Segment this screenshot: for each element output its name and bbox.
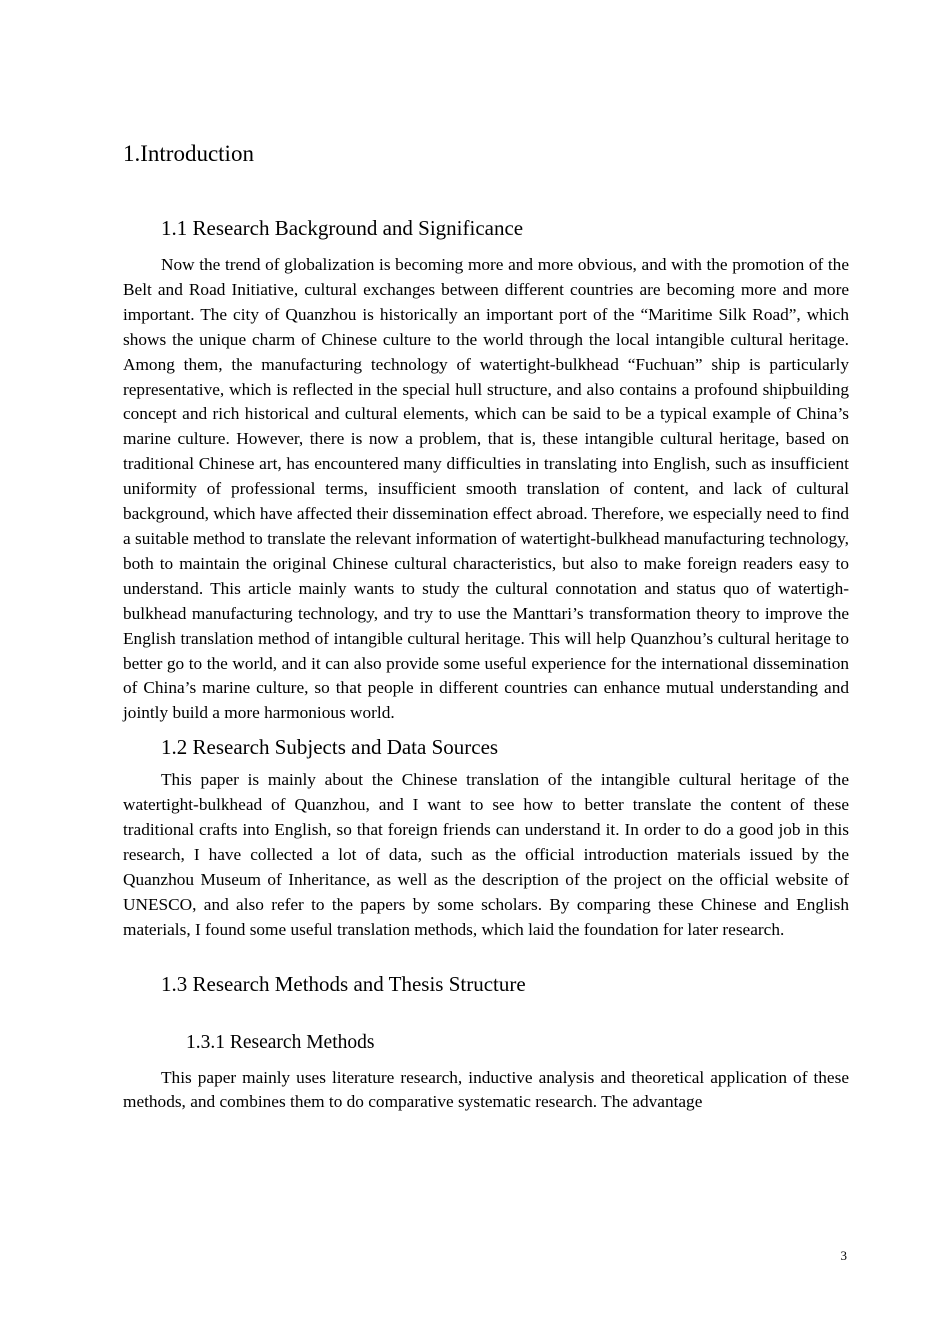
page-content <box>123 138 849 1115</box>
chapter-title: 1.Introduction <box>123 141 254 166</box>
paragraph-subjects: This paper is mainly about the Chinese translation of the intangible cultural heritage of the watertight-bulkhead of Quanzhou, and I want to see how to better translate the content of these traditional crafts into English, so that foreign friends can understand it. In order to do a good job in this research, I have collected a lot of data, such as the official introduction materials issued by the Quanzhou Museum of Inheritance, as well as the description of the project on the official website of UNESCO, and also refer to the papers by some scholars. By comparing these Chinese and English materials, I found some useful translation methods, which laid the foundation for later research. <box>123 770 849 939</box>
section-title-background: 1.1 Research Background and Significance <box>161 216 524 240</box>
section-title-subjects: 1.2 Research Subjects and Data Sources <box>161 735 499 760</box>
section-title-methods: 1.3 Research Methods and Thesis Structure <box>161 971 526 996</box>
subsection-title-research-methods: 1.3.1 Research Methods <box>186 1031 375 1053</box>
page-number: 3 <box>840 1248 847 1263</box>
paragraph-research-methods: This paper mainly uses literature research, inductive analysis and theoretical application of these methods, and combines them to do comparative systematic research. The advantage <box>123 1067 849 1112</box>
paragraph-background: Now the trend of globalization is becoming more and more obvious, and with the promotion of the Belt and Road Initiative, cultural exchanges between different countries are becoming more and more important. The city of Quanzhou is historically an important port of the “Maritime Silk Road”, which shows the unique charm of Chinese culture to the world through the local intangible cultural heritage. Among them, the manufacturing technology of watertight-bulkhead “Fuchuan” ship is particularly representative, which is reflected in the special hull structure, and also contains a profound shipbuilding concept and rich historical and cultural elements, which can be said to be a typical example of China’s marine culture. However, there is now a problem, that is, these intangible cultural heritage, based on traditional Chinese art, has encountered many difficulties in translating into English, such as insufficient uniformity of professional terms, insufficient smooth translation of content, and lack of cultural background, which have affected their dissemination effect abroad. Therefore, we especially need to find a suitable method to translate the relevant information of watertight-bulkhead manufacturing technology, both to maintain the original Chinese cultural characteristics, but also to make foreign readers easy to understand. This article mainly wants to study the cultural connotation and status quo of watertigh-bulkhead manufacturing technology, and try to use the Manttari’s transformation theory to improve the English translation method of intangible cultural heritage. This will help Quanzhou’s cultural heritage to better go to the world, and it can also provide some useful experience for the international dissemination of China’s marine culture, so that people in different countries can enhance mutual understanding and jointly build a more harmonious world. <box>123 255 849 723</box>
